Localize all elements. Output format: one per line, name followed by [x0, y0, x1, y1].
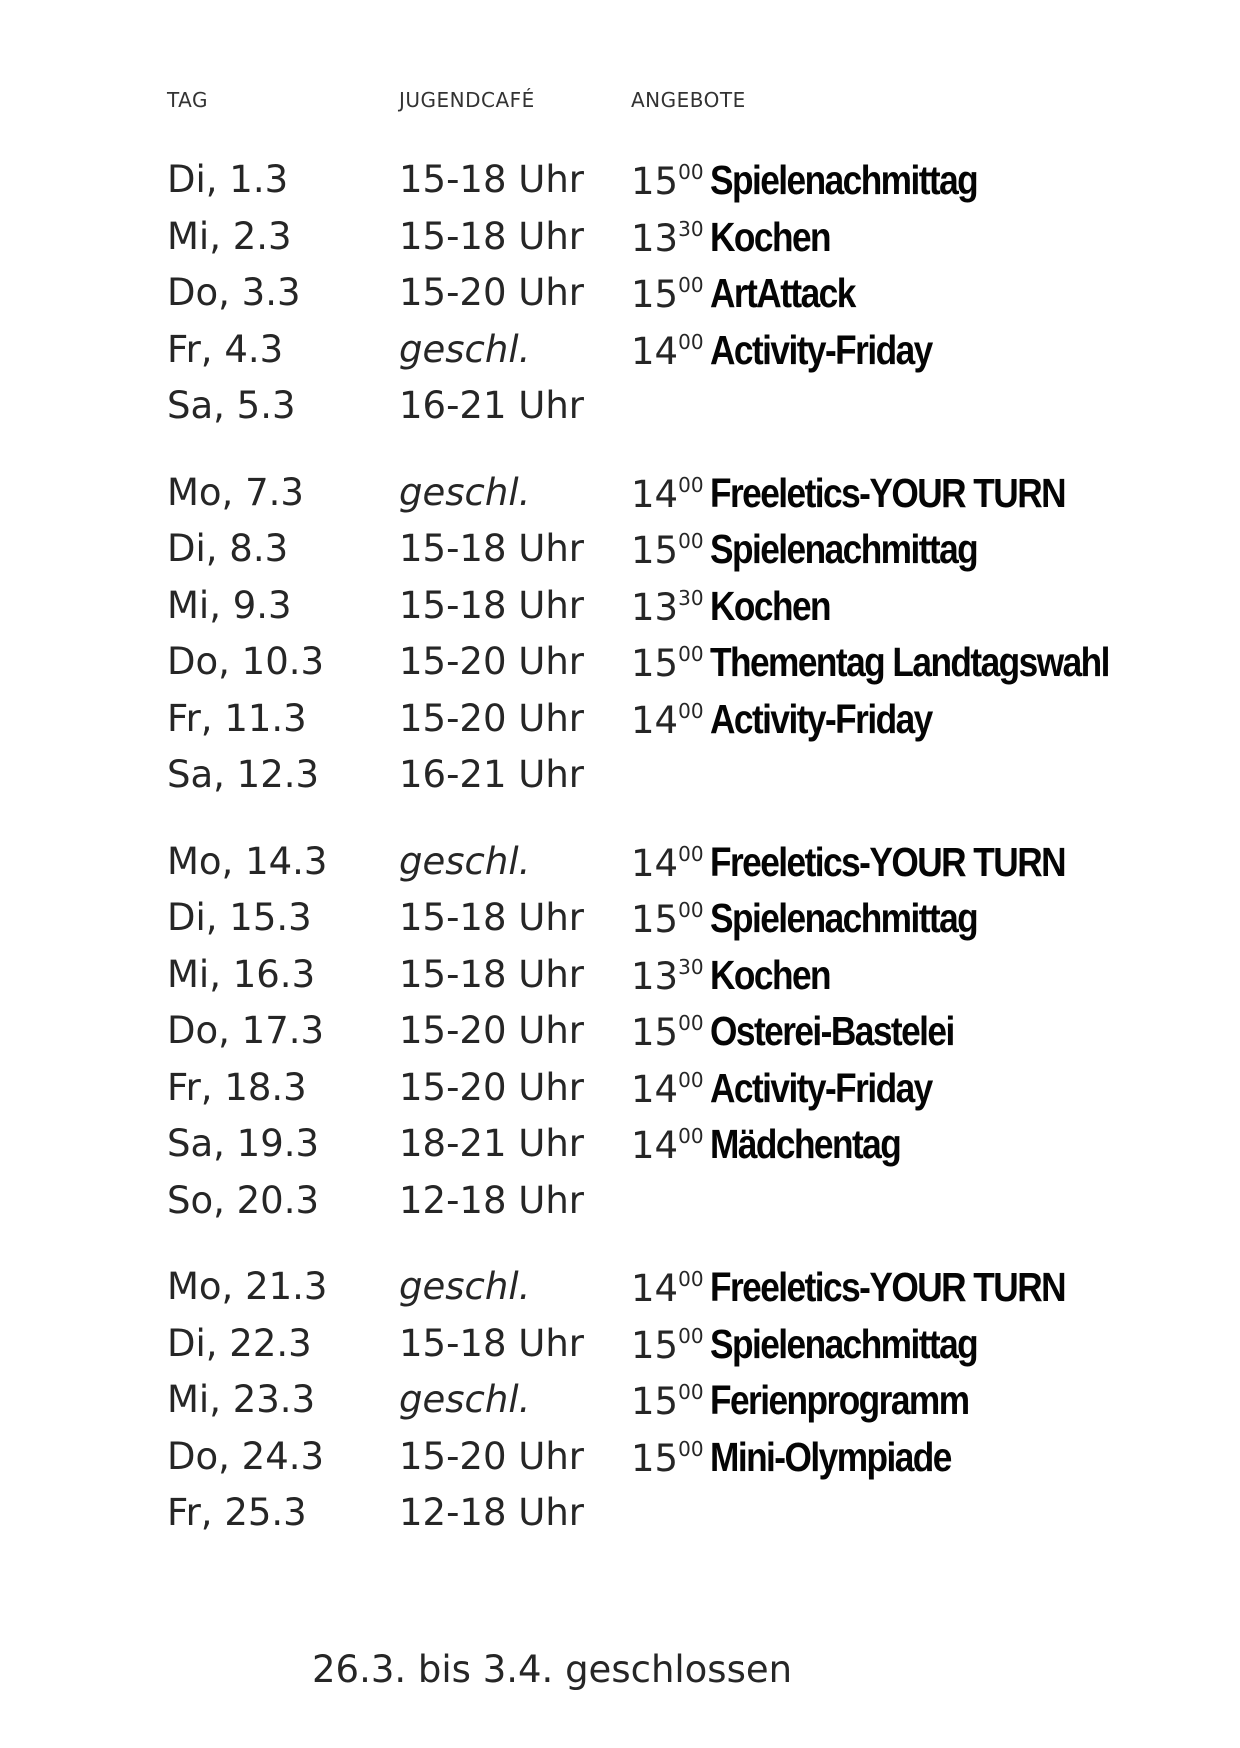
offer-cell — [631, 578, 849, 636]
schedule-row — [0, 1173, 1240, 1230]
day-cell: Di, 1.3 — [167, 158, 289, 201]
header-cafe: JUGENDCAFÉ — [399, 88, 535, 112]
day-cell: Mi, 9.3 — [167, 583, 292, 627]
schedule-row — [0, 322, 1240, 379]
offer-hour: 14 — [631, 841, 679, 885]
offer-hour: 15 — [631, 642, 679, 685]
offer-cell — [631, 834, 1122, 892]
offer-hour: 15 — [631, 1380, 679, 1423]
header-day: TAG — [167, 88, 208, 112]
offer-title: Freeletics-YOUR TURN — [709, 469, 1065, 516]
offer-title: Thementag Landtagswahl — [709, 639, 1109, 685]
cafe-hours-cell: 15-18 Uhr — [399, 952, 585, 996]
offer-cell — [631, 1003, 993, 1061]
day-cell: Di, 8.3 — [167, 527, 289, 570]
cafe-hours-cell: 15-20 Uhr — [399, 271, 585, 314]
schedule-row — [0, 265, 1240, 322]
offer-title: Mini-Olympiade — [709, 1433, 951, 1480]
cafe-hours-cell: geschl. — [399, 1265, 531, 1308]
schedule-row — [0, 747, 1240, 804]
schedule-row — [0, 521, 1240, 578]
schedule-row — [0, 634, 1240, 691]
offer-title: Ferienprogramm — [709, 1377, 969, 1423]
offer-cell — [631, 152, 1020, 210]
offer-minute: 30 — [678, 585, 704, 610]
offer-title: Kochen — [709, 582, 830, 629]
day-cell: Mo, 7.3 — [167, 470, 304, 514]
offer-title: Freeletics-YOUR TURN — [709, 1264, 1065, 1310]
offer-cell — [631, 1372, 1010, 1430]
cafe-hours-cell: geschl. — [399, 327, 531, 371]
cafe-hours-cell: 15-20 Uhr — [399, 640, 585, 683]
offer-time — [631, 160, 704, 203]
offer-cell — [631, 1316, 1020, 1374]
cafe-hours-cell: 15-18 Uhr — [399, 896, 585, 939]
table-header — [0, 88, 1240, 118]
offer-minute: 00 — [678, 472, 704, 497]
schedule-row — [0, 578, 1240, 635]
offer-time — [631, 1068, 704, 1111]
offer-title: Kochen — [709, 951, 830, 998]
offer-minute: 00 — [678, 329, 704, 354]
offer-title: Mädchentag — [709, 1121, 900, 1167]
cafe-hours-cell: 15-20 Uhr — [399, 1434, 585, 1478]
offer-hour: 15 — [631, 529, 679, 572]
schedule-row — [0, 1429, 1240, 1486]
offer-hour: 13 — [631, 954, 679, 998]
offer-title: Osterei-Bastelei — [709, 1008, 954, 1054]
offer-minute: 00 — [678, 1124, 704, 1148]
offer-hour: 15 — [631, 1011, 679, 1054]
schedule-row — [0, 209, 1240, 266]
schedule-row — [0, 1316, 1240, 1373]
day-cell: So, 20.3 — [167, 1178, 320, 1222]
offer-cell — [631, 1429, 990, 1487]
offer-title: Spielenachmittag — [709, 1320, 977, 1367]
day-cell: Sa, 19.3 — [167, 1122, 320, 1165]
offer-cell — [631, 1060, 967, 1118]
header-offers: ANGEBOTE — [631, 88, 746, 112]
offer-hour: 14 — [631, 1267, 679, 1310]
offer-title: ArtAttack — [709, 270, 855, 316]
offer-hour: 15 — [631, 273, 679, 316]
closure-note: 26.3. bis 3.4. geschlossen — [312, 1648, 793, 1691]
cafe-hours-cell: 15-18 Uhr — [399, 1321, 585, 1365]
offer-time — [631, 1267, 704, 1310]
schedule-row — [0, 378, 1240, 435]
offer-hour: 15 — [631, 898, 679, 941]
offer-time — [631, 473, 704, 516]
offer-cell — [631, 265, 878, 323]
day-cell: Do, 10.3 — [167, 640, 325, 683]
offer-minute: 00 — [678, 1323, 704, 1348]
offer-cell — [631, 691, 967, 749]
cafe-hours-cell: geschl. — [399, 839, 531, 883]
offer-hour: 15 — [631, 160, 679, 203]
cafe-hours-cell: 15-18 Uhr — [399, 158, 585, 201]
schedule-row — [0, 890, 1240, 947]
offer-minute: 00 — [678, 529, 704, 553]
day-cell: Sa, 12.3 — [167, 753, 320, 796]
schedule-row — [0, 1485, 1240, 1542]
offer-minute: 30 — [678, 954, 704, 979]
day-cell: Di, 15.3 — [167, 896, 312, 939]
offer-hour: 14 — [631, 698, 679, 742]
offer-cell — [631, 634, 1173, 692]
offer-time — [631, 642, 704, 685]
schedule-row — [0, 1003, 1240, 1060]
cafe-hours-cell: 16-21 Uhr — [399, 753, 585, 796]
offer-time — [631, 1437, 704, 1480]
cafe-hours-cell: 15-20 Uhr — [399, 696, 585, 740]
offer-title: Freeletics-YOUR TURN — [709, 838, 1065, 885]
day-cell: Di, 22.3 — [167, 1321, 312, 1365]
offer-time — [631, 955, 704, 998]
day-cell: Mo, 14.3 — [167, 839, 328, 883]
offer-time — [631, 529, 704, 572]
day-cell: Mo, 21.3 — [167, 1265, 328, 1308]
offer-minute: 00 — [678, 160, 704, 184]
cafe-hours-cell: 15-18 Uhr — [399, 527, 585, 570]
offer-time — [631, 1324, 704, 1367]
cafe-hours-cell: 15-20 Uhr — [399, 1009, 585, 1052]
cafe-hours-cell: 15-18 Uhr — [399, 214, 585, 258]
cafe-hours-cell: 18-21 Uhr — [399, 1122, 585, 1165]
offer-minute: 00 — [678, 898, 704, 922]
offer-minute: 00 — [678, 642, 704, 666]
offer-cell — [631, 322, 967, 380]
offer-title: Kochen — [709, 213, 830, 260]
day-cell: Fr, 18.3 — [167, 1065, 307, 1109]
schedule-row — [0, 947, 1240, 1004]
schedule-row — [0, 834, 1240, 891]
offer-minute: 00 — [678, 273, 704, 297]
schedule-row — [0, 1259, 1240, 1316]
offer-time — [631, 273, 704, 316]
schedule-row — [0, 1116, 1240, 1173]
offer-minute: 00 — [678, 1267, 704, 1291]
offer-hour: 14 — [631, 329, 679, 373]
day-cell: Fr, 4.3 — [167, 327, 284, 371]
day-cell: Mi, 2.3 — [167, 214, 292, 258]
schedule-row — [0, 152, 1240, 209]
schedule-row — [0, 1060, 1240, 1117]
offer-time — [631, 217, 704, 260]
offer-time — [631, 898, 704, 941]
offer-minute: 00 — [678, 1011, 704, 1035]
cafe-hours-cell: 12-18 Uhr — [399, 1491, 585, 1534]
offer-title: Activity-Friday — [709, 1064, 932, 1111]
offer-time — [631, 699, 704, 742]
offer-time — [631, 1011, 704, 1054]
offer-minute: 30 — [678, 216, 704, 241]
offer-hour: 14 — [631, 1124, 679, 1167]
offer-cell — [631, 209, 849, 267]
offer-time — [631, 842, 704, 885]
cafe-hours-cell: 12-18 Uhr — [399, 1178, 585, 1222]
offer-hour: 15 — [631, 1323, 679, 1367]
schedule-row — [0, 465, 1240, 522]
schedule-row — [0, 691, 1240, 748]
offer-hour: 13 — [631, 216, 679, 260]
offer-time — [631, 1124, 704, 1167]
offer-title: Activity-Friday — [709, 326, 932, 373]
offer-minute: 00 — [678, 841, 704, 866]
offer-hour: 15 — [631, 1436, 679, 1480]
offer-title: Spielenachmittag — [709, 526, 977, 572]
offer-cell — [631, 1259, 1122, 1317]
offer-time — [631, 1380, 704, 1423]
cafe-hours-cell: geschl. — [399, 1378, 531, 1421]
cafe-hours-cell: geschl. — [399, 470, 531, 514]
day-cell: Sa, 5.3 — [167, 384, 296, 427]
day-cell: Mi, 23.3 — [167, 1378, 316, 1421]
offer-cell — [631, 947, 849, 1005]
offer-minute: 00 — [678, 1380, 704, 1404]
offer-minute: 00 — [678, 698, 704, 723]
day-cell: Do, 24.3 — [167, 1434, 325, 1478]
day-cell: Fr, 11.3 — [167, 696, 307, 740]
offer-time — [631, 586, 704, 629]
offer-minute: 00 — [678, 1067, 704, 1092]
offer-title: Spielenachmittag — [709, 157, 977, 203]
offer-cell — [631, 1116, 931, 1174]
offer-title: Activity-Friday — [709, 695, 932, 742]
schedule-row — [0, 1372, 1240, 1429]
cafe-hours-cell: 15-20 Uhr — [399, 1065, 585, 1109]
offer-cell — [631, 521, 1020, 579]
offer-time — [631, 330, 704, 373]
day-cell: Do, 17.3 — [167, 1009, 325, 1052]
cafe-hours-cell: 16-21 Uhr — [399, 384, 585, 427]
offer-hour: 14 — [631, 472, 679, 516]
offer-cell — [631, 465, 1122, 523]
day-cell: Fr, 25.3 — [167, 1491, 307, 1534]
day-cell: Do, 3.3 — [167, 271, 301, 314]
offer-title: Spielenachmittag — [709, 895, 977, 941]
offer-cell — [631, 890, 1020, 948]
cafe-hours-cell: 15-18 Uhr — [399, 583, 585, 627]
offer-minute: 00 — [678, 1436, 704, 1461]
schedule-list — [0, 152, 1240, 1542]
offer-hour: 14 — [631, 1067, 679, 1111]
offer-hour: 13 — [631, 585, 679, 629]
day-cell: Mi, 16.3 — [167, 952, 316, 996]
